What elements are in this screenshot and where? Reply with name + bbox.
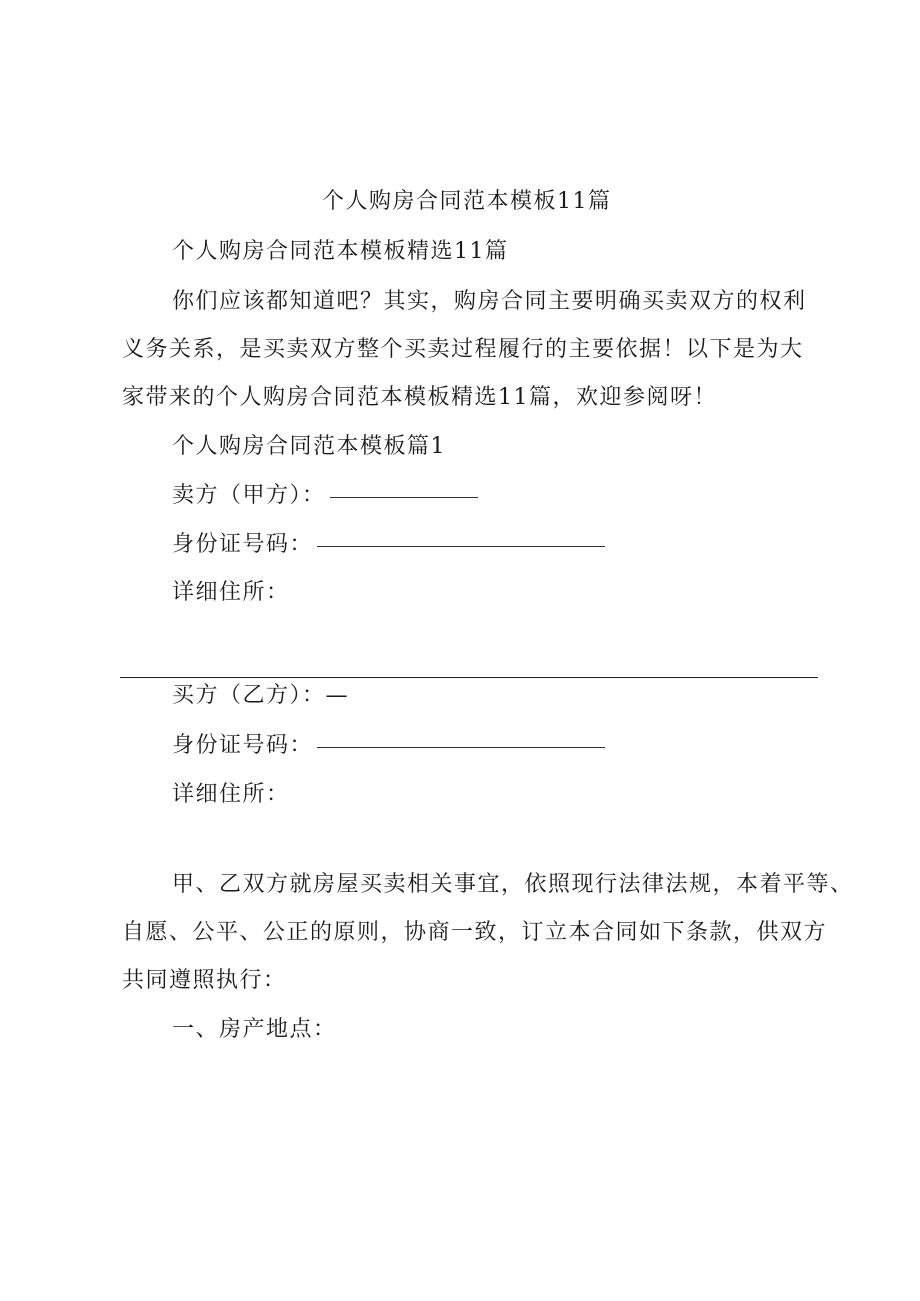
seller-address-blank — [120, 677, 818, 678]
document-title: 个人购房合同范本模板11篇 — [322, 189, 612, 214]
seller-id-blank — [317, 546, 605, 547]
intro-paragraph-line-3: 家带来的个人购房合同范本模板精选11篇，欢迎参阅呀！ — [122, 385, 717, 410]
seller-label: 卖方（甲方）： — [172, 483, 326, 508]
section-heading: 个人购房合同范本模板篇1 — [172, 434, 446, 459]
buyer-id-row — [172, 731, 605, 761]
buyer-id-blank — [317, 747, 605, 748]
intro-paragraph-line-1: 你们应该都知道吧？其实，购房合同主要明确买卖双方的权利 — [172, 289, 807, 314]
clause-1-heading: 一、房产地点： — [172, 1017, 337, 1042]
body-paragraph-line-3: 共同遵照执行： — [122, 968, 287, 993]
intro-paragraph-line-2: 义务关系，是买卖双方整个买卖过程履行的主要依据！以下是为大 — [122, 337, 804, 362]
seller-name-blank — [330, 497, 478, 498]
buyer-address-label: 详细住所： — [172, 782, 290, 807]
buyer-id-label: 身份证号码： — [172, 733, 314, 758]
seller-address-label: 详细住所： — [172, 580, 290, 605]
seller-row — [172, 481, 478, 511]
body-paragraph-line-2: 自愿、公平、公正的原则，协商一致，订立本合同如下条款，供双方 — [122, 920, 828, 945]
seller-id-row — [172, 530, 605, 560]
document-subtitle: 个人购房合同范本模板精选11篇 — [172, 239, 509, 264]
body-paragraph-line-1: 甲、乙双方就房屋买卖相关事宜，依照现行法律法规，本着平等、 — [172, 872, 854, 897]
buyer-label: 买方（乙方）：— — [172, 683, 350, 708]
seller-id-label: 身份证号码： — [172, 532, 314, 557]
